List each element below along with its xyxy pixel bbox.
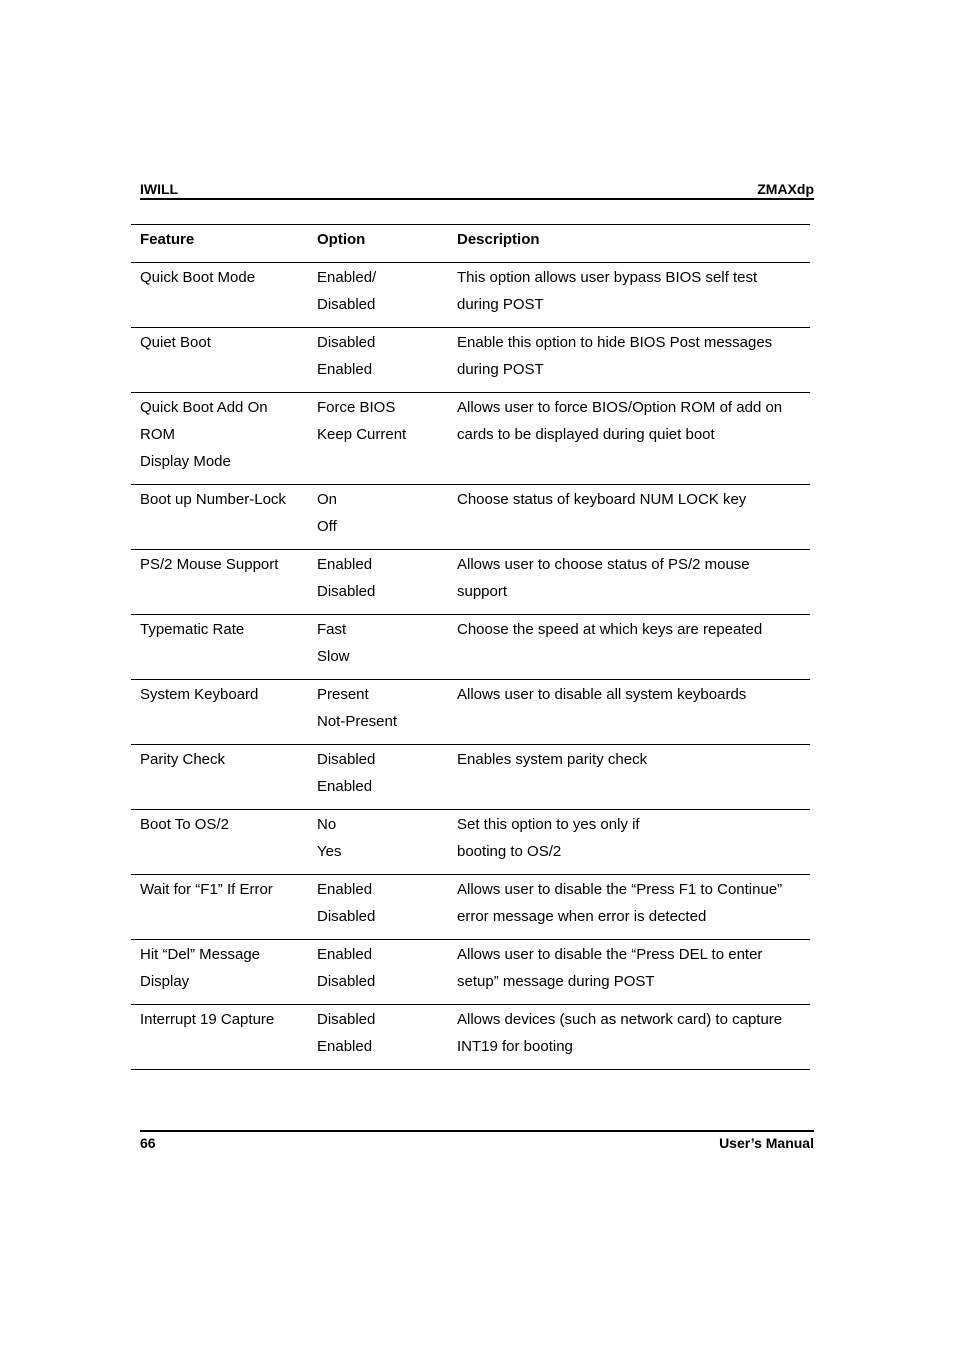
cell-description-line: Choose the speed at which keys are repeated <box>457 621 763 638</box>
cell-description <box>448 615 810 680</box>
cell-feature <box>131 680 308 745</box>
cell-feature <box>131 328 308 393</box>
cell-option-line: Disabled <box>317 296 376 313</box>
page-footer <box>140 1130 814 1156</box>
cell-option-line: No <box>317 816 337 833</box>
cell-description-line: Enable this option to hide BIOS Post messages <box>457 334 773 351</box>
cell-feature-line: PS/2 Mouse Support <box>140 556 279 573</box>
cell-description-line: Allows devices (such as network card) to capture <box>457 1011 783 1028</box>
cell-option <box>308 393 448 485</box>
cell-option <box>308 680 448 745</box>
page-number: 66 <box>140 1135 156 1151</box>
cell-option-line: Enabled <box>317 1038 373 1055</box>
cell-description <box>448 485 810 550</box>
cell-option-line: Fast <box>317 621 347 638</box>
cell-description-line: during POST <box>457 296 544 313</box>
cell-feature <box>131 615 308 680</box>
column-header-description: Description <box>448 225 810 263</box>
cell-option <box>308 745 448 810</box>
column-header-option: Option <box>308 225 448 263</box>
cell-option <box>308 263 448 328</box>
cell-option-line: Present <box>317 686 369 703</box>
cell-feature-line: Typematic Rate <box>140 621 245 638</box>
cell-option <box>308 550 448 615</box>
cell-feature-line: Boot To OS/2 <box>140 816 229 833</box>
cell-description <box>448 550 810 615</box>
table-row <box>131 328 810 393</box>
cell-feature-line: Interrupt 19 Capture <box>140 1011 275 1028</box>
table-row <box>131 615 810 680</box>
cell-option <box>308 875 448 940</box>
cell-description <box>448 940 810 1005</box>
table-row <box>131 263 810 328</box>
cell-description-line: Allows user to disable all system keyboards <box>457 686 747 703</box>
cell-description <box>448 263 810 328</box>
cell-feature <box>131 263 308 328</box>
table-row <box>131 550 810 615</box>
table-row <box>131 810 810 875</box>
cell-description-line: booting to OS/2 <box>457 843 562 860</box>
cell-option-line: Not-Present <box>317 713 398 730</box>
cell-description-line: Allows user to disable the “Press F1 to Continue” <box>457 881 783 898</box>
footer-manual-title: User’s Manual <box>719 1135 814 1151</box>
cell-feature-line: Quiet Boot <box>140 334 211 351</box>
table-body <box>131 263 810 1070</box>
table-row <box>131 1005 810 1070</box>
cell-description-line: support <box>457 583 508 600</box>
header-product: ZMAXdp <box>757 181 814 197</box>
table-row <box>131 680 810 745</box>
cell-feature-line: Boot up Number-Lock <box>140 491 286 508</box>
cell-option-line: Disabled <box>317 583 376 600</box>
cell-feature-line: Wait for “F1” If Error <box>140 881 273 898</box>
cell-description <box>448 1005 810 1070</box>
cell-description <box>448 393 810 485</box>
cell-option-line: Disabled <box>317 334 376 351</box>
column-header-feature: Feature <box>131 225 308 263</box>
cell-option-line: Force BIOS <box>317 399 396 416</box>
cell-feature-line: Display <box>140 973 190 990</box>
cell-option <box>308 1005 448 1070</box>
cell-description <box>448 745 810 810</box>
bios-features-table <box>131 224 810 1070</box>
cell-option-line: Enabled <box>317 778 373 795</box>
cell-feature-line: ROM <box>140 426 175 443</box>
table-row <box>131 875 810 940</box>
cell-option-line: Disabled <box>317 751 376 768</box>
table-header-row <box>131 225 810 263</box>
cell-feature <box>131 940 308 1005</box>
cell-option-line: Enabled/ <box>317 269 377 286</box>
cell-option-line: Enabled <box>317 881 373 898</box>
cell-feature <box>131 550 308 615</box>
cell-description <box>448 680 810 745</box>
cell-description-line: Allows user to choose status of PS/2 mouse <box>457 556 750 573</box>
cell-description-line: This option allows user bypass BIOS self test <box>457 269 758 286</box>
cell-option <box>308 485 448 550</box>
cell-option <box>308 615 448 680</box>
cell-feature <box>131 393 308 485</box>
cell-description-line: error message when error is detected <box>457 908 707 925</box>
cell-feature-line: System Keyboard <box>140 686 259 703</box>
cell-option <box>308 328 448 393</box>
cell-feature-line: Parity Check <box>140 751 226 768</box>
cell-option <box>308 940 448 1005</box>
cell-option-line: Yes <box>317 843 342 860</box>
table-row <box>131 485 810 550</box>
cell-option <box>308 810 448 875</box>
cell-option-line: Disabled <box>317 973 376 990</box>
cell-option-line: Keep Current <box>317 426 407 443</box>
cell-option-line: On <box>317 491 338 508</box>
cell-description <box>448 875 810 940</box>
page-header <box>140 181 814 200</box>
cell-option-line: Disabled <box>317 1011 376 1028</box>
cell-description-line: INT19 for booting <box>457 1038 573 1055</box>
cell-feature <box>131 1005 308 1070</box>
cell-description <box>448 810 810 875</box>
cell-feature-line: Quick Boot Mode <box>140 269 256 286</box>
cell-description-line: setup” message during POST <box>457 973 655 990</box>
cell-feature <box>131 810 308 875</box>
cell-description <box>448 328 810 393</box>
cell-feature <box>131 745 308 810</box>
cell-description-line: cards to be displayed during quiet boot <box>457 426 715 443</box>
cell-description-line: during POST <box>457 361 544 378</box>
cell-description-line: Allows user to force BIOS/Option ROM of add on <box>457 399 783 416</box>
header-brand: IWILL <box>140 181 179 197</box>
cell-option-line: Enabled <box>317 946 373 963</box>
table-row <box>131 940 810 1005</box>
table-row <box>131 745 810 810</box>
cell-description-line: Allows user to disable the “Press DEL to enter <box>457 946 763 963</box>
cell-feature-line: Display Mode <box>140 453 231 470</box>
cell-option-line: Enabled <box>317 556 373 573</box>
cell-description-line: Enables system parity check <box>457 751 648 768</box>
cell-option-line: Enabled <box>317 361 373 378</box>
cell-feature-line: Quick Boot Add On <box>140 399 268 416</box>
cell-description-line: Choose status of keyboard NUM LOCK key <box>457 491 747 508</box>
cell-option-line: Disabled <box>317 908 376 925</box>
cell-description-line: Set this option to yes only if <box>457 816 640 833</box>
cell-option-line: Off <box>317 518 337 535</box>
table-row <box>131 393 810 485</box>
cell-option-line: Slow <box>317 648 350 665</box>
cell-feature-line: Hit “Del” Message <box>140 946 261 963</box>
cell-feature <box>131 875 308 940</box>
cell-feature <box>131 485 308 550</box>
